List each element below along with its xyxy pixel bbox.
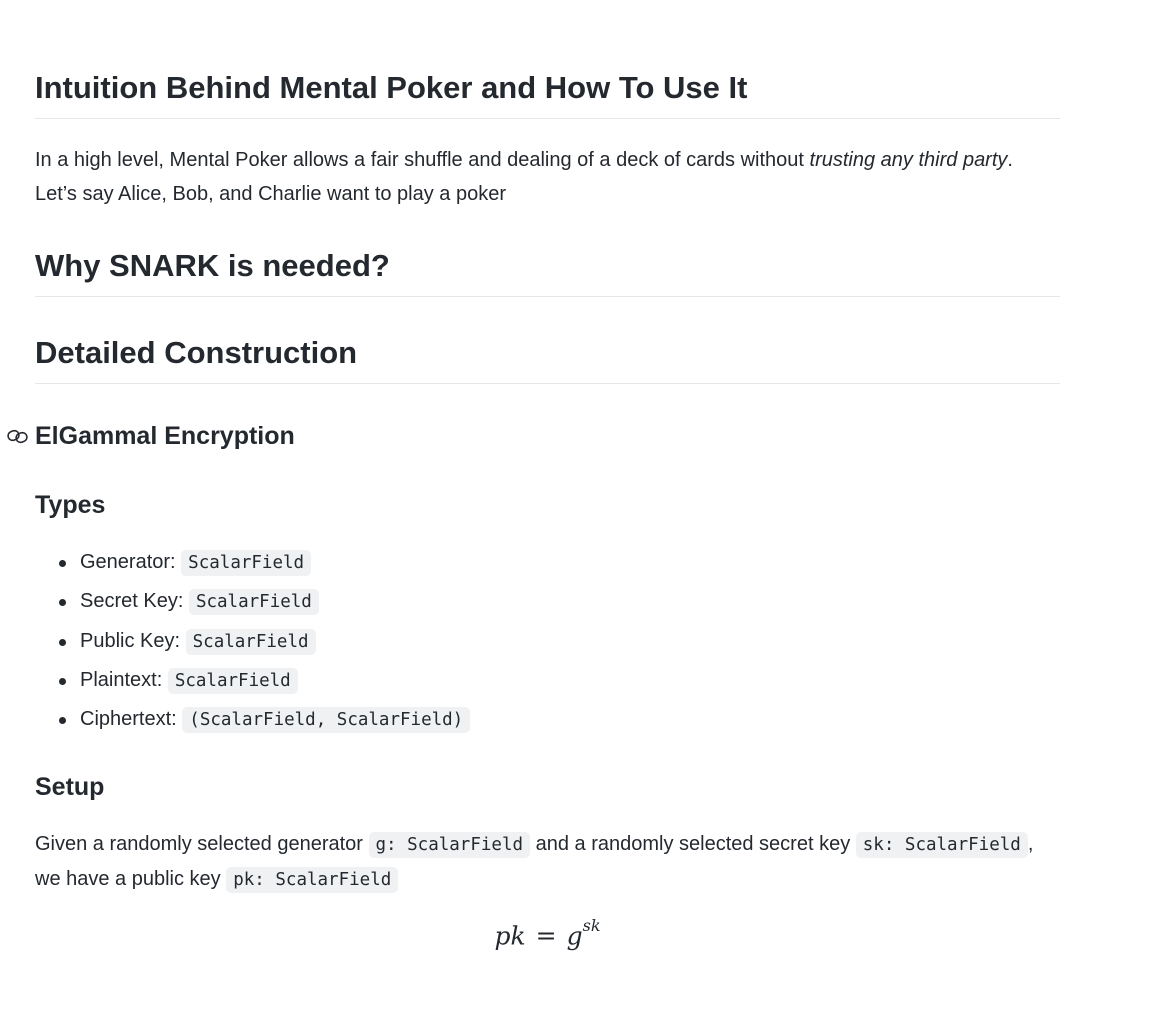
bullet <box>59 599 66 606</box>
heading-intuition: Intuition Behind Mental Poker and How To Use It <box>35 68 1060 119</box>
bullet <box>59 678 66 685</box>
list-item <box>35 583 470 622</box>
type-code: ScalarField <box>181 550 311 576</box>
formula-exponent: sk <box>582 916 601 935</box>
type-label: Secret Key: <box>80 590 184 613</box>
heading-elgammal-encryption: ElGammal Encryption <box>35 422 295 450</box>
public-key-formula <box>35 910 1060 956</box>
heading-why-snark: Why SNARK is needed? <box>35 246 1060 297</box>
code-public-key: pk: ScalarField <box>226 867 398 893</box>
setup-text-1: Given a randomly selected generator <box>35 833 369 855</box>
intro-text-after: . Let’s say Alice, Bob, and Charlie want to play a poker <box>35 149 1013 205</box>
bullet <box>59 639 66 646</box>
link-icon[interactable] <box>5 423 31 449</box>
list-item <box>35 623 470 662</box>
intro-paragraph <box>35 143 1060 211</box>
bullet <box>59 717 66 724</box>
formula-base: g <box>566 921 583 951</box>
code-generator: g: ScalarField <box>369 832 531 858</box>
types-list <box>35 544 470 740</box>
type-code: (ScalarField, ScalarField) <box>182 707 470 733</box>
type-code: ScalarField <box>186 629 316 655</box>
list-item <box>35 544 470 583</box>
list-item <box>35 662 470 701</box>
heading-setup: Setup <box>35 773 105 801</box>
heading-detailed-construction: Detailed Construction <box>35 333 1060 384</box>
bullet <box>59 560 66 567</box>
link-icon-svg <box>5 423 31 449</box>
type-label: Ciphertext: <box>80 708 177 731</box>
type-label: Public Key: <box>80 629 181 652</box>
setup-text-2: and a randomly selected secret key <box>530 833 856 855</box>
formula-lhs: pk <box>494 921 526 951</box>
setup-paragraph <box>35 827 1060 897</box>
type-label: Generator: <box>80 551 176 573</box>
heading-types: Types <box>35 491 106 519</box>
list-item <box>35 701 470 740</box>
type-label: Plaintext: <box>80 668 163 691</box>
type-code: ScalarField <box>168 668 298 694</box>
intro-text-before: In a high level, Mental Poker allows a fair shuffle and dealing of a deck of cards without <box>35 149 810 171</box>
type-code: ScalarField <box>189 589 319 615</box>
intro-emphasis: trusting any third party <box>809 149 1008 171</box>
formula-equals: = <box>535 921 557 951</box>
code-secret-key: sk: ScalarField <box>856 832 1028 858</box>
setup-text-3: , we have a public key <box>35 833 1034 890</box>
